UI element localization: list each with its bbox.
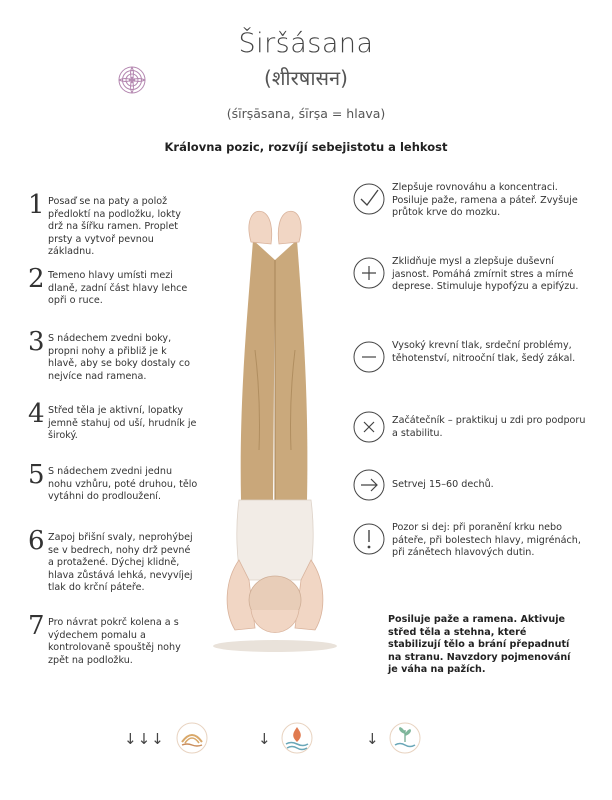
benefit-text: Začátečník – praktikuj u zdi pro podporu a stabilitu. (392, 415, 586, 439)
benefit-3 (352, 340, 592, 390)
step-number: 1 (28, 190, 45, 220)
x-circle-icon (352, 410, 386, 444)
benefit-2 (352, 256, 592, 306)
step-text: Pro návrat pokrč kolena a s výdechem pomalu a kontrolovaně spouštěj nohy zpět na podložku. (48, 617, 181, 666)
tagline: Královna pozic, rozvíjí sebejistotu a lehkost (164, 140, 448, 154)
benefit-4 (352, 410, 592, 450)
step-5 (28, 460, 198, 516)
benefit-6 (352, 522, 592, 582)
step-3 (28, 327, 190, 393)
step-text: S nádechem zvedni jednu nohu vzhůru, poté druhou, tělo vytáhni do prodloužení. (48, 466, 198, 502)
step-number: 7 (28, 611, 45, 641)
down-arrow-icon: ↓ (366, 730, 379, 748)
step-text: Temeno hlavy umísti mezi dlaně, zadní část hlavy lehce opři o ruce. (48, 270, 188, 306)
plant-water-icon (389, 722, 421, 754)
step-6 (28, 526, 193, 602)
step-text: Posaď se na paty a polož předloktí na podložku, lokty drž na šířku ramen. Proplet prsty a vytvoř pevnou základnu. (48, 196, 181, 257)
check-circle-icon (352, 182, 386, 216)
step-7 (28, 611, 188, 677)
benefit-text: Zklidňuje mysl a zlepšuje duševní jasnost. Pomáhá zmírnit stres a mírné deprese. Stimuluje hypofýzu a epifýzu. (392, 256, 579, 292)
benefit-1 (352, 182, 592, 232)
benefit-text: Vysoký krevní tlak, srdeční problémy, těhotenství, nitrooční tlak, šedý zákal. (392, 340, 576, 364)
step-1 (28, 190, 188, 257)
benefit-text: Setrvej 15–60 dechů. (392, 479, 494, 490)
benefit-text: Pozor si dej: při poranění krku nebo páteře, při bolestech hlavy, migrénách, při zánětech hlavových dutin. (392, 522, 581, 558)
page-subtitle: (शीरषासन) (264, 66, 348, 90)
step-2 (28, 264, 188, 320)
down-arrow-icon: ↓ (258, 730, 271, 748)
benefit-5 (352, 468, 592, 502)
mandala-logo-icon (117, 65, 147, 95)
step-text: S nádechem zvedni boky, propni nohy a přibliž je k hlavě, aby se boky dostaly co nejvíce nad ramena. (48, 333, 190, 382)
plus-circle-icon (352, 256, 386, 290)
step-4 (28, 399, 197, 455)
minus-circle-icon (352, 340, 386, 374)
step-number: 2 (28, 264, 45, 294)
page-title: Širšásana (238, 28, 374, 59)
transliteration: (śīrṣāsana, śīrṣa = hlava) (226, 106, 386, 121)
step-number: 6 (28, 526, 45, 556)
fire-water-icon (281, 722, 313, 754)
step-text: Střed těla je aktivní, lopatky jemně stahuj od uší, hrudník je široký. (48, 405, 197, 441)
summary-text: Posiluje paže a ramena. Aktivuje střed těla a stehna, které stabilizují tělo a brání přepadnutí na stranu. Navzdory pojmenování je váha na pažích. (388, 614, 571, 676)
exclamation-circle-icon (352, 522, 386, 556)
bottom-icons-row (0, 720, 612, 780)
step-number: 5 (28, 460, 45, 490)
step-text: Zapoj břišní svaly, neprohýbej se v bedrech, nohy drž pevné a protažené. Dýchej klidně, hlava zůstává lehká, nevyvíjej tlak do krční páteře. (48, 532, 193, 593)
headstand-figure-illustration (205, 200, 345, 660)
sun-earth-icon (176, 722, 208, 754)
arrow-circle-icon (352, 468, 386, 502)
benefit-text: Zlepšuje rovnováhu a koncentraci. Posiluje paže, ramena a páteř. Zvyšuje průtok krve do mozku. (392, 182, 578, 218)
down-arrows-icon: ↓↓↓ (124, 730, 165, 748)
step-number: 3 (28, 327, 45, 357)
step-number: 4 (28, 399, 45, 429)
